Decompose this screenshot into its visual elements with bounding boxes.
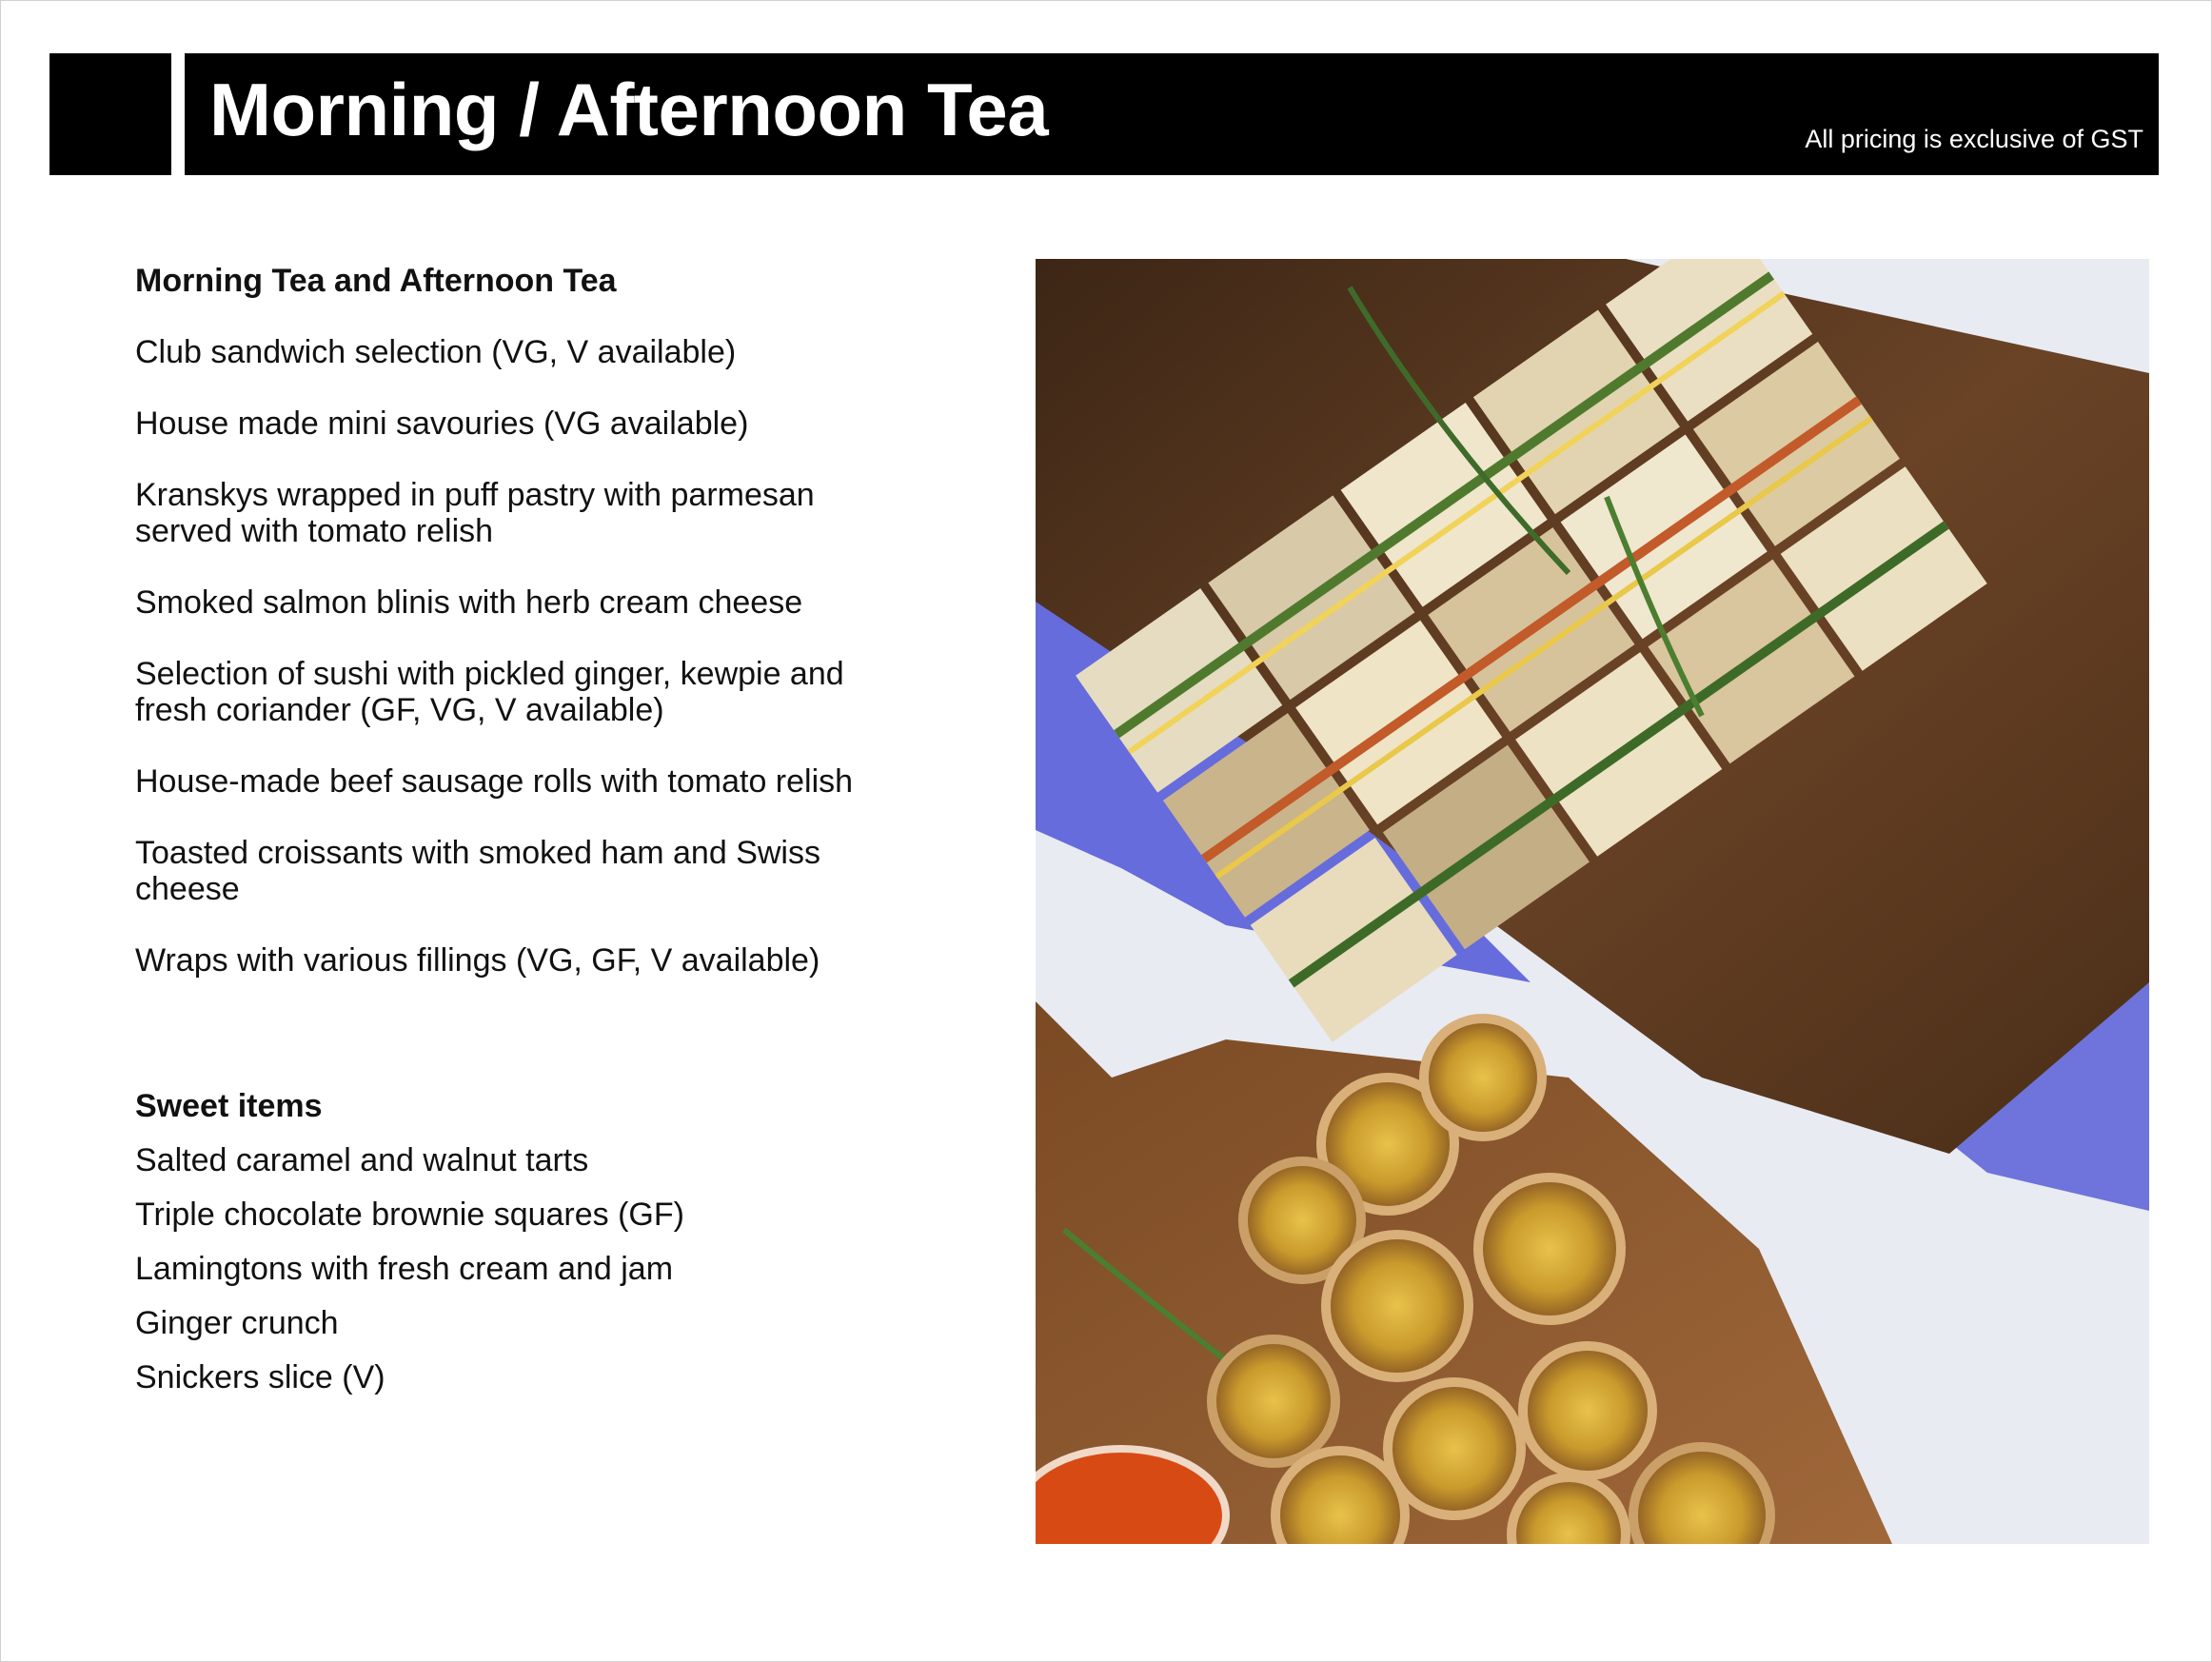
list-item: Club sandwich selection (VG, V available) xyxy=(135,334,737,370)
list-item: Lamingtons with fresh cream and jam xyxy=(135,1251,674,1287)
list-item: Kranskys wrapped in puff pastry with parmesan served with tomato relish xyxy=(135,477,815,549)
list-item: Snickers slice (V) xyxy=(135,1359,385,1395)
header-bar xyxy=(185,53,2159,175)
list-item: Ginger crunch xyxy=(135,1305,339,1341)
savory-list xyxy=(135,334,916,979)
menu-content xyxy=(135,263,916,1395)
page-title: Morning / Afternoon Tea xyxy=(209,68,1049,151)
list-item: House made mini savouries (VG available) xyxy=(135,406,749,442)
savory-heading: Morning Tea and Afternoon Tea xyxy=(135,263,617,299)
list-item: Wraps with various fillings (VG, GF, V available) xyxy=(135,942,820,979)
header-accent-block xyxy=(49,53,171,175)
sweet-list xyxy=(135,1142,916,1395)
list-item: Smoked salmon blinis with herb cream cheese xyxy=(135,584,803,621)
list-item: Selection of sushi with pickled ginger, kewpie and fresh coriander (GF, VG, V available) xyxy=(135,656,844,728)
list-item: Toasted croissants with smoked ham and Swiss cheese xyxy=(135,835,820,907)
sweet-heading: Sweet items xyxy=(135,1088,323,1124)
sandwich-platter-illustration xyxy=(1036,259,2149,1544)
list-item: Triple chocolate brownie squares (GF) xyxy=(135,1197,684,1233)
catering-photo xyxy=(1036,259,2149,1544)
list-item: Salted caramel and walnut tarts xyxy=(135,1142,589,1178)
list-item: House-made beef sausage rolls with tomato relish xyxy=(135,763,854,800)
gst-note: All pricing is exclusive of GST xyxy=(1805,125,2143,153)
